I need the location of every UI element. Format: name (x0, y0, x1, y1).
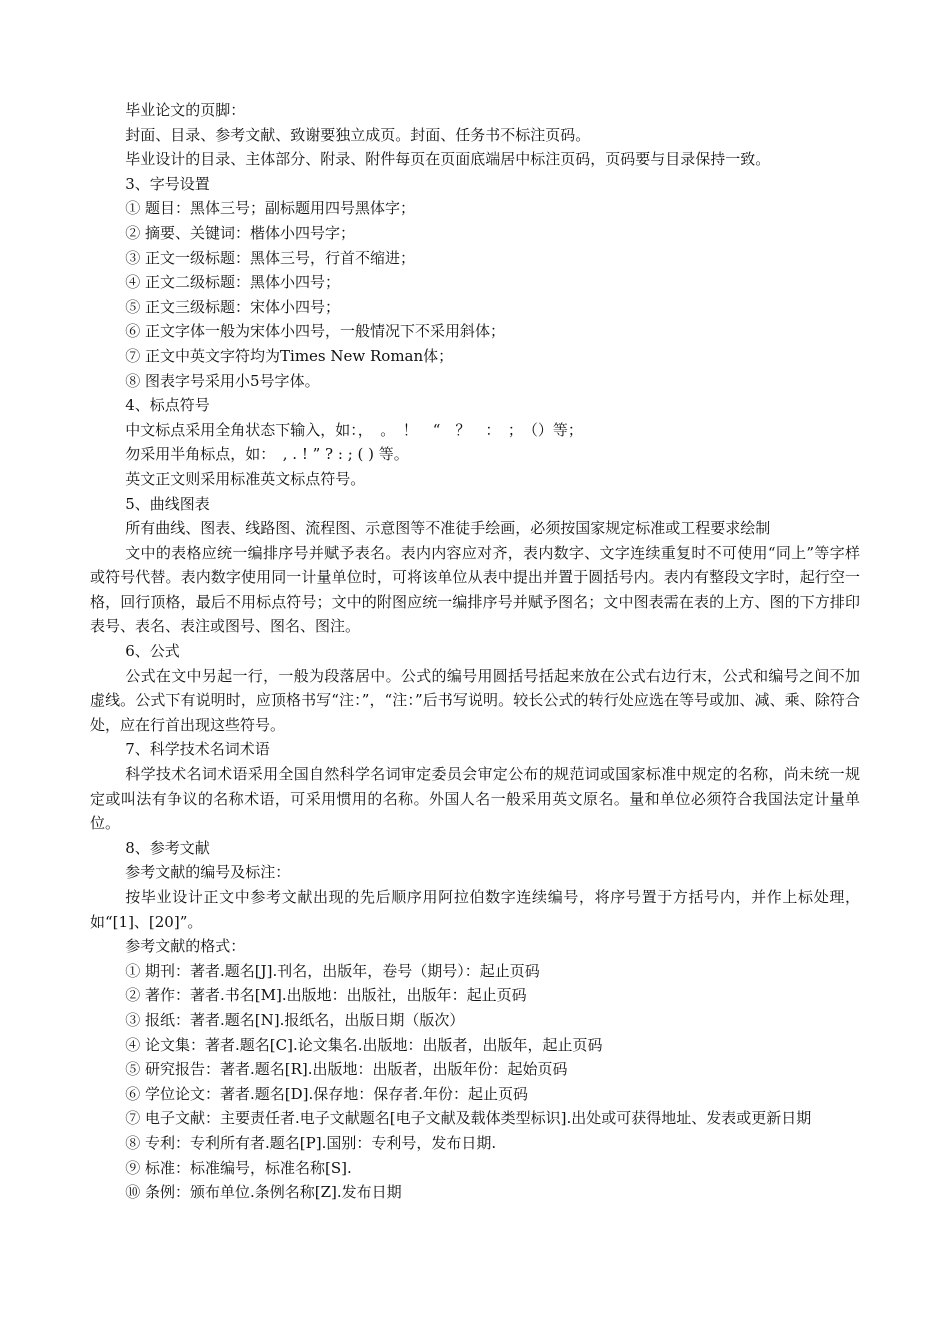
list-item: ② 著作：著者.书名[M].出版地：出版社，出版年：起止页码 (125, 986, 527, 1005)
list-item: ⑩ 条例：颁布单位.条例名称[Z].发布日期 (125, 1183, 402, 1202)
paragraph: 中文标点采用全角状态下输入，如：， 。 ！ “ ？ ： ； （）等； (125, 420, 583, 439)
list-item: ⑤ 正文三级标题：宋体小四号； (125, 297, 341, 316)
paragraph: 毕业论文的页脚： (125, 101, 246, 119)
list-item: ③ 正文一级标题：黑体三号，行首不缩进； (125, 248, 416, 267)
list-item: ⑧ 图表字号采用小5号字体。 (125, 371, 320, 390)
list-item: ⑤ 研究报告：著者.题名[R].出版地：出版者，出版年份：起始页码 (125, 1060, 568, 1079)
paragraph: 按毕业设计正文中参考文献出现的先后顺序用阿拉伯数字连续编号，将序号置于方括号内，并作上标处理，如“[1]、[20]”。 (90, 888, 860, 931)
paragraph: 封面、目录、参考文献、致谢要独立成页。封面、任务书不标注页码。 (125, 125, 591, 144)
section-heading: 3、字号设置 (125, 174, 210, 193)
list-item: ⑥ 学位论文：著者.题名[D].保存地：保存者.年份：起止页码 (125, 1084, 529, 1103)
document-page (90, 98, 860, 1205)
list-item: ⑦ 电子文献：主要责任者.电子文献题名[电子文献及载体类型标识].出处或可获得地址、发表或更新日期 (125, 1109, 812, 1128)
section-heading: 6、公式 (125, 642, 180, 661)
paragraph: 公式在文中另起一行，一般为段落居中。公式的编号用圆括号括起来放在公式右边行末，公式和编号之间不加虚线。公式下有说明时，应顶格书写“注：”，“注：”后书写说明。较长公式的转行处应选在等号或加、减、乘、除符合处，应在行首出现这些符号。 (90, 666, 860, 734)
paragraph: 文中的表格应统一编排序号并赋予表名。表内内容应对齐，表内数字、文字连续重复时不可使用“同上”等字样或符号代替。表内数字使用同一计量单位时，可将该单位从表中提出并置于圆括号内。表内有整段文字时，起行空一格，回行顶格，最后不用标点符号；文中的附图应统一编排序号并赋予图名；文中图表需在表的上方、图的下方排印表号、表名、表注或图号、图名、图注。 (90, 543, 860, 636)
list-item: ② 摘要、关键词：楷体小四号字； (125, 223, 356, 242)
paragraph: 毕业设计的目录、主体部分、附录、附件每页在页面底端居中标注页码，页码要与目录保持一致。 (125, 150, 771, 169)
list-item: ⑦ 正文中英文字符均为Times New Roman体； (125, 346, 454, 365)
paragraph: 英文正文则采用标准英文标点符号。 (125, 469, 366, 488)
paragraph: 所有曲线、图表、线路图、流程图、示意图等不准徒手绘画，必须按国家规定标准或工程要求绘制 (125, 519, 771, 538)
paragraph: 科学技术名词术语采用全国自然科学名词审定委员会审定公布的规范词或国家标准中规定的名称，尚未统一规定或叫法有争议的名称术语，可采用惯用的名称。外国人名一般采用英文原名。量和单位必须符合我国法定计量单位。 (90, 765, 860, 833)
paragraph: 勿采用半角标点，如： , . ! ” ? : ; ( ) 等。 (125, 445, 409, 464)
list-item: ④ 正文二级标题：黑体小四号； (125, 273, 341, 292)
list-item: ⑧ 专利：专利所有者.题名[P].国别：专利号，发布日期. (125, 1133, 497, 1152)
list-item: ④ 论文集：著者.题名[C].论文集名.出版地：出版者，出版年，起止页码 (125, 1035, 603, 1054)
list-item: ③ 报纸：著者.题名[N].报纸名，出版日期（版次） (125, 1010, 465, 1029)
section-heading: 8、参考文献 (125, 838, 210, 857)
list-item: ① 题目：黑体三号；副标题用四号黑体字； (125, 199, 416, 218)
list-item: ① 期刊：著者.题名[J].刊名，出版年，卷号（期号）：起止页码 (125, 961, 540, 980)
section-heading: 5、曲线图表 (125, 494, 210, 513)
list-item: ⑨ 标准：标准编号，标准名称[S]. (125, 1158, 352, 1177)
section-heading: 7、科学技术名词术语 (125, 740, 270, 759)
paragraph: 参考文献的格式： (125, 937, 246, 956)
section-heading: 4、标点符号 (125, 396, 210, 415)
paragraph: 参考文献的编号及标注： (125, 863, 291, 882)
list-item: ⑥ 正文字体一般为宋体小四号，一般情况下不采用斜体； (125, 322, 506, 341)
